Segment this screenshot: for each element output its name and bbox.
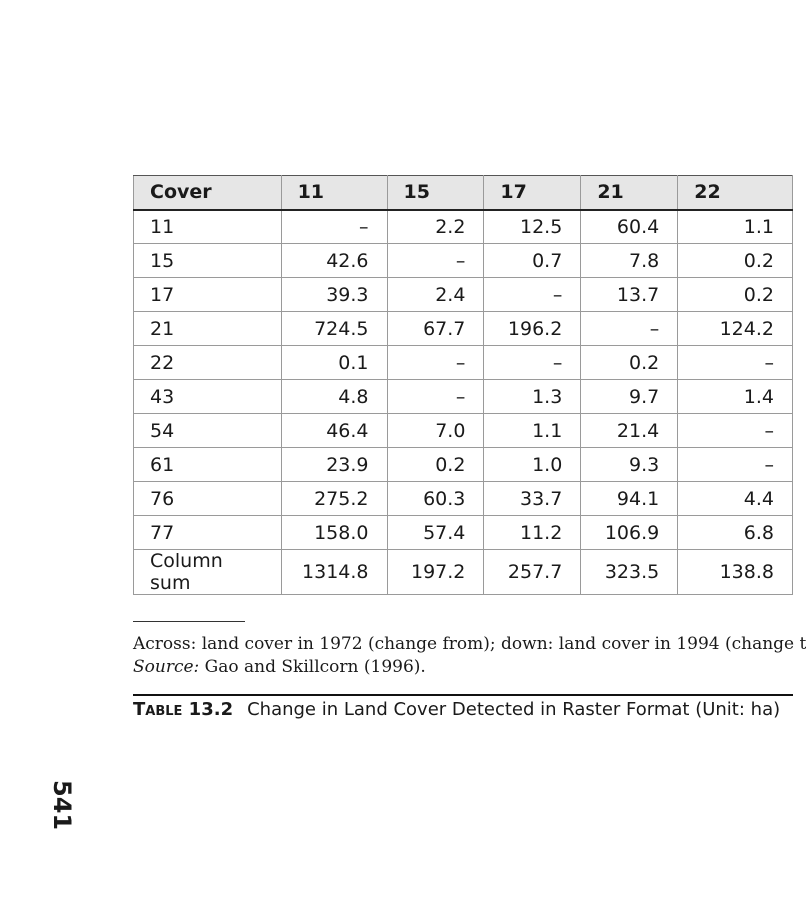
land-cover-change-table bbox=[133, 175, 793, 595]
table-row bbox=[134, 448, 793, 482]
table-body bbox=[134, 210, 793, 595]
table-row bbox=[134, 380, 793, 414]
value-cell: 196.2 bbox=[484, 312, 581, 346]
value-cell: 0.1 bbox=[281, 346, 387, 380]
value-cell: 0.2 bbox=[678, 278, 793, 312]
row-label-cell: 17 bbox=[134, 278, 282, 312]
value-cell: 13.7 bbox=[581, 278, 678, 312]
value-cell: 7.0 bbox=[387, 414, 484, 448]
value-cell: – bbox=[484, 346, 581, 380]
table-header-row bbox=[134, 176, 793, 210]
row-label-cell: 21 bbox=[134, 312, 282, 346]
caption-divider bbox=[133, 694, 793, 696]
value-cell: 275.2 bbox=[281, 482, 387, 516]
value-cell: 46.4 bbox=[281, 414, 387, 448]
table-row bbox=[134, 244, 793, 278]
footnote-note: Across: land cover in 1972 (change from); down: land cover in 1994 (change t bbox=[133, 634, 806, 654]
page-number: 541 bbox=[48, 780, 76, 831]
value-cell: – bbox=[387, 380, 484, 414]
value-cell: 0.2 bbox=[387, 448, 484, 482]
row-label-cell: 43 bbox=[134, 380, 282, 414]
value-cell: 0.2 bbox=[678, 244, 793, 278]
value-cell: 4.4 bbox=[678, 482, 793, 516]
header-cell-15: 15 bbox=[387, 176, 484, 210]
table-label: Table 13.2 bbox=[133, 699, 234, 720]
value-cell: 42.6 bbox=[281, 244, 387, 278]
value-cell: 33.7 bbox=[484, 482, 581, 516]
table-row bbox=[134, 346, 793, 380]
value-cell: 1.1 bbox=[678, 210, 793, 244]
value-cell: 6.8 bbox=[678, 516, 793, 550]
header-cell-17: 17 bbox=[484, 176, 581, 210]
value-cell: – bbox=[387, 244, 484, 278]
caption-text: Change in Land Cover Detected in Raster Format (Unit: ha) bbox=[247, 699, 781, 720]
table-row bbox=[134, 482, 793, 516]
row-label-cell: 76 bbox=[134, 482, 282, 516]
table-row bbox=[134, 210, 793, 244]
value-cell: 60.3 bbox=[387, 482, 484, 516]
row-label-cell: 22 bbox=[134, 346, 282, 380]
value-cell: 1.0 bbox=[484, 448, 581, 482]
row-label-cell: 11 bbox=[134, 210, 282, 244]
source-text: Gao and Skillcorn (1996). bbox=[199, 657, 426, 677]
value-cell: 724.5 bbox=[281, 312, 387, 346]
row-label-cell: 15 bbox=[134, 244, 282, 278]
value-cell: – bbox=[678, 448, 793, 482]
value-cell: 197.2 bbox=[387, 550, 484, 595]
value-cell: 1.1 bbox=[484, 414, 581, 448]
value-cell: 1.4 bbox=[678, 380, 793, 414]
value-cell: 23.9 bbox=[281, 448, 387, 482]
header-cell-22: 22 bbox=[678, 176, 793, 210]
value-cell: 39.3 bbox=[281, 278, 387, 312]
value-cell: 12.5 bbox=[484, 210, 581, 244]
value-cell: 323.5 bbox=[581, 550, 678, 595]
row-label-cell: 61 bbox=[134, 448, 282, 482]
value-cell: 11.2 bbox=[484, 516, 581, 550]
value-cell: 1314.8 bbox=[281, 550, 387, 595]
value-cell: 124.2 bbox=[678, 312, 793, 346]
value-cell: – bbox=[281, 210, 387, 244]
row-label-cell: 54 bbox=[134, 414, 282, 448]
table-header bbox=[134, 176, 793, 210]
value-cell: – bbox=[484, 278, 581, 312]
value-cell: 0.2 bbox=[581, 346, 678, 380]
value-cell: 67.7 bbox=[387, 312, 484, 346]
footnote-source bbox=[133, 656, 773, 679]
value-cell: 94.1 bbox=[581, 482, 678, 516]
value-cell: – bbox=[678, 414, 793, 448]
table-caption bbox=[133, 699, 780, 720]
value-cell: – bbox=[581, 312, 678, 346]
value-cell: 2.4 bbox=[387, 278, 484, 312]
value-cell: – bbox=[678, 346, 793, 380]
table-row bbox=[134, 550, 793, 595]
value-cell: 2.2 bbox=[387, 210, 484, 244]
header-cell-cover: Cover bbox=[134, 176, 282, 210]
value-cell: 0.7 bbox=[484, 244, 581, 278]
value-cell: 60.4 bbox=[581, 210, 678, 244]
table-row bbox=[134, 516, 793, 550]
value-cell: 9.7 bbox=[581, 380, 678, 414]
table-footnote bbox=[133, 633, 806, 679]
value-cell: 4.8 bbox=[281, 380, 387, 414]
value-cell: 9.3 bbox=[581, 448, 678, 482]
footnote-divider bbox=[133, 621, 245, 622]
value-cell: – bbox=[387, 346, 484, 380]
header-cell-21: 21 bbox=[581, 176, 678, 210]
value-cell: 21.4 bbox=[581, 414, 678, 448]
table-row bbox=[134, 278, 793, 312]
value-cell: 106.9 bbox=[581, 516, 678, 550]
value-cell: 7.8 bbox=[581, 244, 678, 278]
value-cell: 158.0 bbox=[281, 516, 387, 550]
value-cell: 57.4 bbox=[387, 516, 484, 550]
table-row bbox=[134, 414, 793, 448]
value-cell: 138.8 bbox=[678, 550, 793, 595]
row-label-cell: 77 bbox=[134, 516, 282, 550]
source-label: Source: bbox=[133, 657, 200, 677]
header-cell-11: 11 bbox=[281, 176, 387, 210]
row-label-cell: Column sum bbox=[134, 550, 282, 595]
value-cell: 1.3 bbox=[484, 380, 581, 414]
table-row bbox=[134, 312, 793, 346]
value-cell: 257.7 bbox=[484, 550, 581, 595]
land-cover-table-container bbox=[133, 175, 793, 595]
